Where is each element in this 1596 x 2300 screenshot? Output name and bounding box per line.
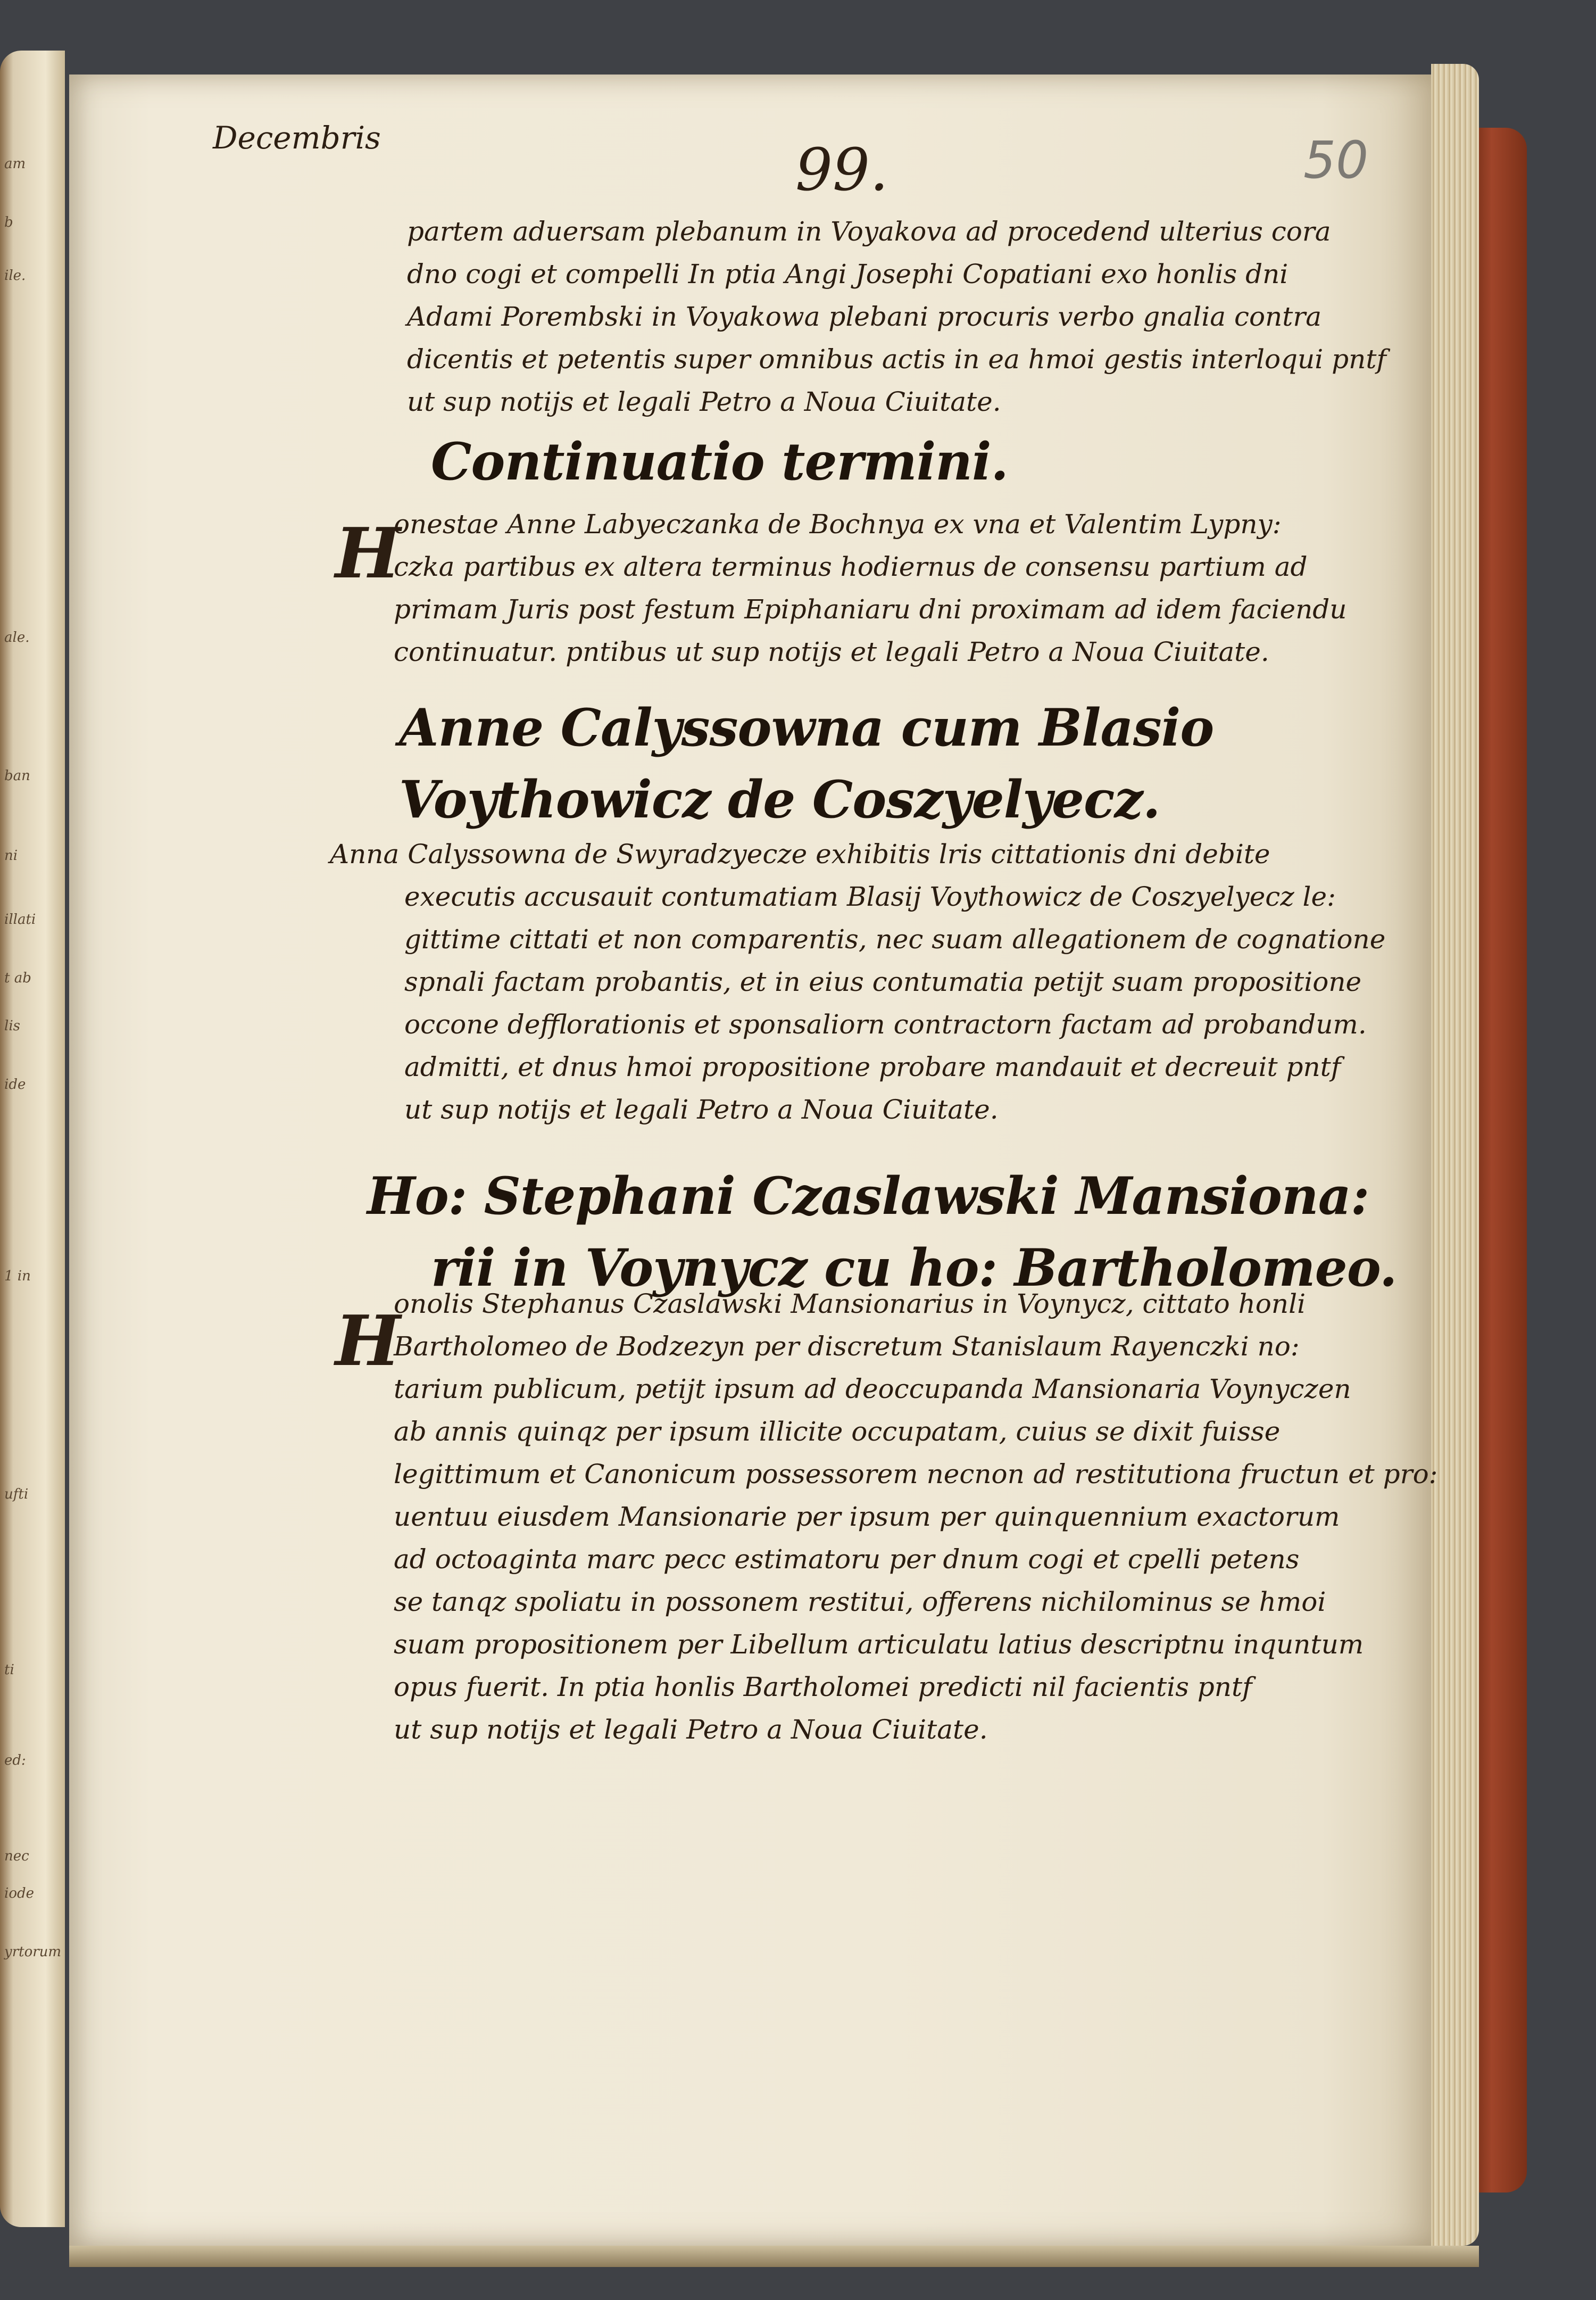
margin-note: nec [4, 1848, 29, 1864]
margin-note: b [4, 214, 13, 230]
margin-note: am [4, 156, 26, 172]
margin-note: lis [4, 1018, 20, 1034]
entry-heading [399, 692, 1213, 835]
text-line: ut sup notijs et legali Petro a Noua Ciuitate. [394, 1714, 988, 1745]
text-line: executis accusauit contumatiam Blasij Voythowicz de Coszyelyecz le: [404, 881, 1336, 912]
text-line: uentuu eiusdem Mansionarie per ipsum per quinquennium exactorum [394, 1501, 1340, 1532]
text-line: onestae Anne Labyeczanka de Bochnya ex vna et Valentim Lypny: [394, 509, 1282, 540]
folio-number: 99. [795, 136, 888, 204]
text-line: partem aduersam plebanum in Voyakova ad procedend ulterius cora [407, 216, 1331, 247]
margin-note: ale. [4, 630, 30, 646]
text-line: Bartholomeo de Bodzezyn per discretum Stanislaum Rayenczki no: [394, 1331, 1300, 1362]
entry-text [394, 503, 1346, 673]
text-line: ut sup notijs et legali Petro a Noua Ciuitate. [404, 1094, 999, 1125]
text-line: czka partibus ex altera terminus hodiernus de consensu partium ad [394, 551, 1308, 582]
margin-note: 1 in [4, 1268, 31, 1284]
text-line: Anna Calyssowna de Swyradzyecze exhibitis lris cittationis dni debite [330, 839, 1270, 870]
heading-line: Continuatio termini. [431, 432, 1008, 492]
text-line: onolis Stephanus Czaslawski Mansionarius in Voynycz, cittato honli [394, 1288, 1306, 1319]
text-line: ab annis quinqz per ipsum illicite occupatam, cuius se dixit fuisse [394, 1416, 1281, 1447]
text-line: Adami Porembski in Voyakowa plebani procuris verbo gnalia contra [407, 301, 1322, 332]
heading-line: Anne Calyssowna cum Blasio [399, 698, 1214, 758]
margin-note: ide [4, 1077, 26, 1093]
text-line: suam propositionem per Libellum articulatu latius descriptnu inquntum [394, 1629, 1364, 1660]
text-line: ut sup notijs et legali Petro a Noua Ciuitate. [407, 386, 1001, 417]
heading-line: Voythowicz de Coszyelyecz. [399, 770, 1160, 830]
text-line: admitti, et dnus hmoi propositione probare mandauit et decreuit pntf [404, 1052, 1341, 1082]
text-line: se tanqz spoliatu in possonem restitui, offerens nichilominus se hmoi [394, 1586, 1326, 1617]
text-line: legittimum et Canonicum possessorem necnon ad restitutiona fructun et pro: [394, 1459, 1438, 1490]
entry-text [407, 210, 1386, 423]
month-header: Decembris [213, 120, 381, 156]
text-line: gittime cittati et non comparentis, nec suam allegationem de cognatione [404, 924, 1386, 955]
margin-note: ni [4, 848, 18, 864]
entry-text [394, 1283, 1438, 1751]
text-line: primam Juris post festum Epiphaniaru dni proximam ad idem faciendu [394, 594, 1347, 625]
margin-note: ti [4, 1662, 14, 1678]
text-line: ad octoaginta marc pecc estimatoru per dnum cogi et cpelli petens [394, 1544, 1300, 1575]
margin-note: ban [4, 768, 30, 784]
heading-line: rii in Voynycz cu ho: Bartholomeo. [431, 1238, 1397, 1298]
text-line: dno cogi et compelli In ptia Angi Josephi Copatiani exo honlis dni [407, 259, 1289, 289]
page-stack-edge [1431, 64, 1479, 2246]
entry-heading [431, 426, 1008, 498]
pencil-page-number: 50 [1303, 130, 1369, 190]
margin-note: t ab [4, 970, 31, 986]
margin-note: yrtorum [4, 1944, 62, 1960]
margin-note: illati [4, 912, 36, 928]
left-page-edge [0, 51, 65, 2227]
text-line: occone defflorationis et sponsaliorn contractorn factam ad probandum. [404, 1009, 1367, 1040]
entry-text [330, 833, 1385, 1131]
margin-note: iode [4, 1885, 34, 1901]
margin-note: ile. [4, 268, 26, 284]
text-line: dicentis et petentis super omnibus actis in ea hmoi gestis interloqui pntf [407, 344, 1386, 375]
margin-note: ufti [4, 1486, 29, 1502]
text-line: tarium publicum, petijt ipsum ad deoccupanda Mansionaria Voynyczen [394, 1374, 1351, 1404]
text-line: spnali factam probantis, et in eius contumatia petijt suam propositione [404, 966, 1362, 997]
margin-note: ed: [4, 1752, 26, 1768]
heading-line: Ho: Stephani Czaslawski Mansiona: [367, 1166, 1369, 1226]
text-line: continuatur. pntibus ut sup notijs et legali Petro a Noua Ciuitate. [394, 636, 1269, 667]
page-bottom-edge [69, 2246, 1479, 2267]
text-line: opus fuerit. In ptia honlis Bartholomei predicti nil facientis pntf [394, 1672, 1252, 1702]
